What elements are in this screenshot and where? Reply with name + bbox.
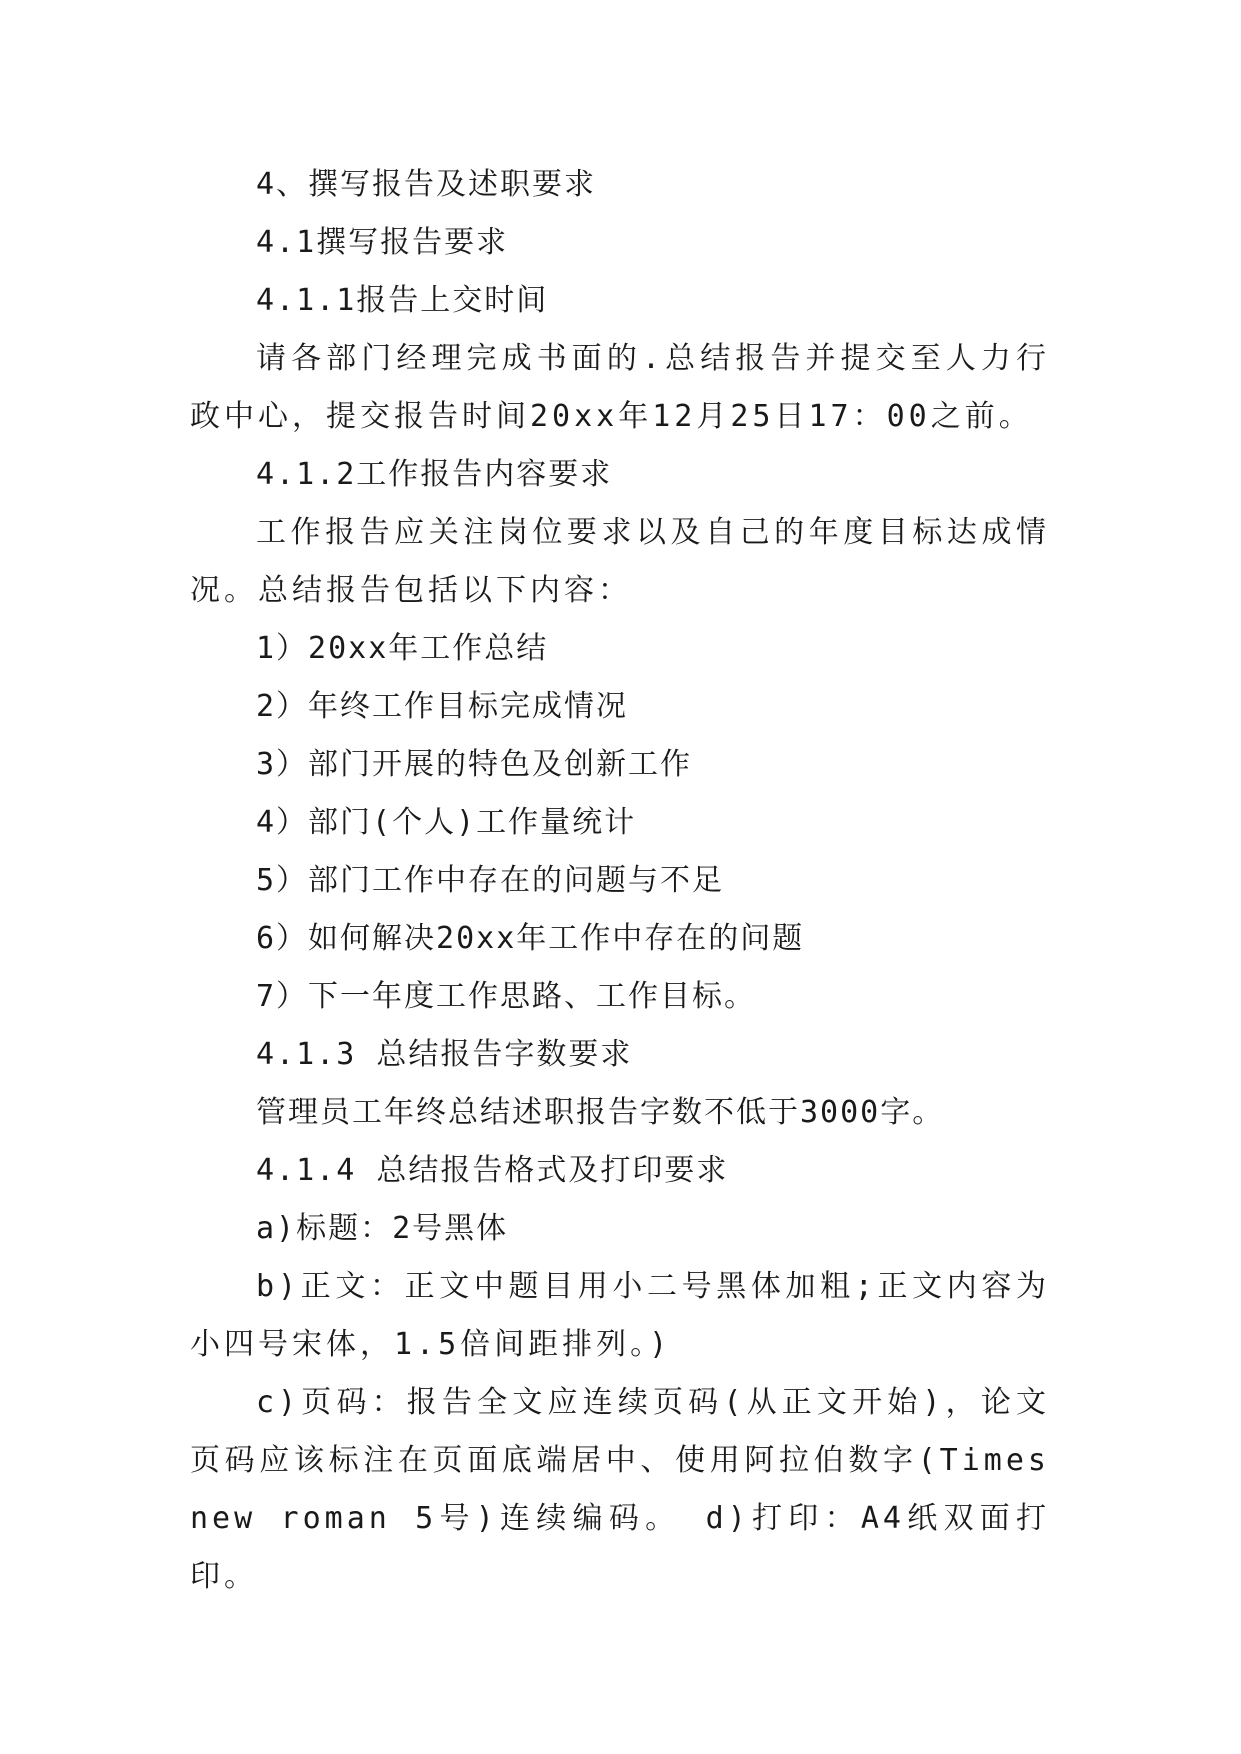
list-item: 3）部门开展的特色及创新工作 <box>256 747 693 782</box>
section-heading: 4、撰写报告及述职要求 <box>256 167 597 202</box>
format-item: c)页码：报告全文应连续页码(从正文开始)，论文页码应该标注在页面底端居中、使用阿拉伯数字(Times new roman 5号)连续编码。 d)打印：A4纸双面打印。 <box>190 1385 1050 1594</box>
subsection-heading: 4.1撰写报告要求 <box>256 225 509 260</box>
list-item: 4）部门(个人)工作量统计 <box>256 805 637 840</box>
list-item: 2）年终工作目标完成情况 <box>256 689 629 724</box>
format-item: b)正文：正文中题目用小二号黑体加粗;正文内容为小四号宋体，1.5倍间距排列。) <box>190 1269 1050 1362</box>
list-item: 7）下一年度工作思路、工作目标。 <box>256 979 757 1014</box>
list-item: 1）20xx年工作总结 <box>256 631 549 666</box>
list-item: 5）部门工作中存在的问题与不足 <box>256 863 725 898</box>
subsubsection-heading: 4.1.1报告上交时间 <box>256 283 549 318</box>
body-paragraph: 工作报告应关注岗位要求以及自己的年度目标达成情况。总结报告包括以下内容： <box>190 515 1050 608</box>
document-body <box>190 156 1050 1606</box>
subsubsection-heading: 4.1.4 总结报告格式及打印要求 <box>256 1153 729 1188</box>
list-item: 6）如何解决20xx年工作中存在的问题 <box>256 921 805 956</box>
subsubsection-heading: 4.1.2工作报告内容要求 <box>256 457 613 492</box>
body-paragraph: 请各部门经理完成书面的.总结报告并提交至人力行政中心，提交报告时间20xx年12月25日17：00之前。 <box>190 341 1050 434</box>
subsubsection-heading: 4.1.3 总结报告字数要求 <box>256 1037 633 1072</box>
format-item: a)标题：2号黑体 <box>256 1211 509 1246</box>
body-paragraph: 管理员工年终总结述职报告字数不低于3000字。 <box>256 1095 945 1130</box>
